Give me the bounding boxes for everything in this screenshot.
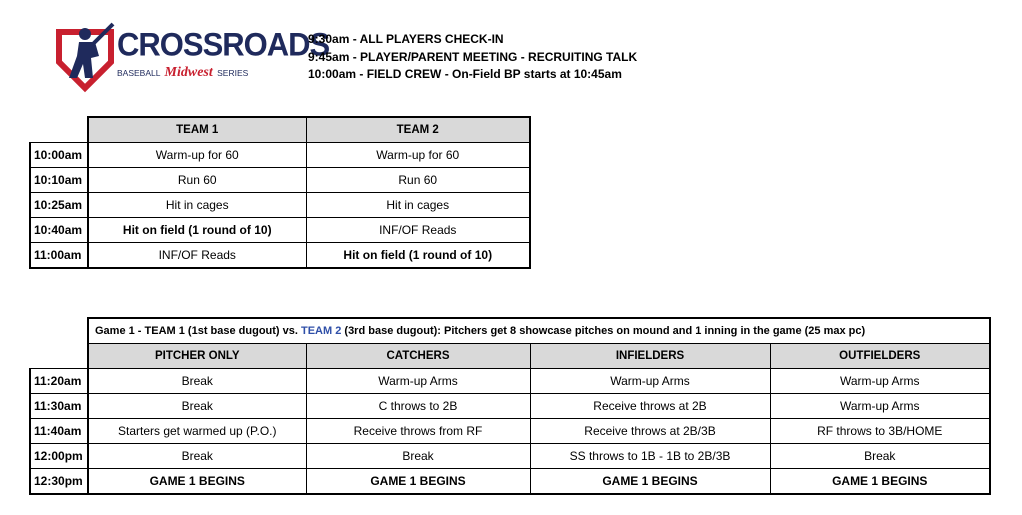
table-header-row <box>30 117 530 143</box>
blank-cell <box>30 318 88 344</box>
logo-subtitle <box>117 65 248 81</box>
table-row <box>30 419 990 444</box>
header-catchers: CATCHERS <box>306 344 530 369</box>
time-cell: 10:00am <box>30 143 88 168</box>
time-cell: 11:00am <box>30 243 88 269</box>
table-cell: Run 60 <box>306 168 530 193</box>
table-row <box>30 469 990 495</box>
table-cell: Run 60 <box>88 168 306 193</box>
home-plate-batter-icon <box>55 22 117 94</box>
table-cell: GAME 1 BEGINS <box>770 469 990 495</box>
time-cell: 11:20am <box>30 369 88 394</box>
position-schedule-table <box>29 317 991 495</box>
table-cell: Break <box>88 369 306 394</box>
table-cell: Warm-up Arms <box>770 394 990 419</box>
table-cell: Warm-up for 60 <box>306 143 530 168</box>
table-row <box>30 218 530 243</box>
table-cell: Receive throws at 2B <box>530 394 770 419</box>
table-row <box>30 168 530 193</box>
logo-sub-right: SERIES <box>217 68 249 78</box>
time-cell: 10:10am <box>30 168 88 193</box>
header-pitcher-only: PITCHER ONLY <box>88 344 306 369</box>
header-infielders: INFIELDERS <box>530 344 770 369</box>
header-team-2: TEAM 2 <box>306 117 530 143</box>
table-cell: Warm-up for 60 <box>88 143 306 168</box>
note-line: 10:00am - FIELD CREW - On-Field BP starts at 10:45am <box>308 67 622 81</box>
table-cell: Hit in cages <box>306 193 530 218</box>
time-cell: 11:30am <box>30 394 88 419</box>
blank-cell <box>30 117 88 143</box>
table-cell: Receive throws from RF <box>306 419 530 444</box>
table-cell: RF throws to 3B/HOME <box>770 419 990 444</box>
table-cell: Warm-up Arms <box>530 369 770 394</box>
time-cell: 12:00pm <box>30 444 88 469</box>
game-title-part-a: Game 1 - TEAM 1 (1st base dugout) vs. <box>95 325 301 337</box>
note-line: 9:30am - ALL PLAYERS CHECK-IN <box>308 32 504 46</box>
table-cell: GAME 1 BEGINS <box>306 469 530 495</box>
table-cell: Break <box>306 444 530 469</box>
table-cell: Hit on field (1 round of 10) <box>306 243 530 269</box>
game-title-team-2: TEAM 2 <box>301 325 342 337</box>
table-row <box>30 243 530 269</box>
game-title-part-b: (3rd base dugout): Pitchers get 8 showcase pitches on mound and 1 inning in the game (25 max pc) <box>341 325 866 337</box>
table-cell: C throws to 2B <box>306 394 530 419</box>
table-row <box>30 394 990 419</box>
table-cell: Break <box>88 394 306 419</box>
table-cell: Receive throws at 2B/3B <box>530 419 770 444</box>
logo-title: CROSSROADS <box>117 26 330 63</box>
table-row <box>30 444 990 469</box>
header-team-1: TEAM 1 <box>88 117 306 143</box>
time-cell: 10:25am <box>30 193 88 218</box>
blank-cell <box>30 344 88 369</box>
table-cell: Warm-up Arms <box>770 369 990 394</box>
table-cell: Warm-up Arms <box>306 369 530 394</box>
table-title-row <box>30 318 990 344</box>
table-cell: Break <box>770 444 990 469</box>
team-schedule-table <box>29 116 531 269</box>
table-cell: GAME 1 BEGINS <box>88 469 306 495</box>
time-cell: 11:40am <box>30 419 88 444</box>
table-row <box>30 193 530 218</box>
table-header-row <box>30 344 990 369</box>
table-cell: INF/OF Reads <box>306 218 530 243</box>
logo-sub-left: BASEBALL <box>117 68 161 78</box>
table-row <box>30 143 530 168</box>
table-cell: Break <box>88 444 306 469</box>
schedule-notes <box>308 31 637 84</box>
table-cell: Hit on field (1 round of 10) <box>88 218 306 243</box>
table-cell: Hit in cages <box>88 193 306 218</box>
time-cell: 12:30pm <box>30 469 88 495</box>
time-cell: 10:40am <box>30 218 88 243</box>
table-cell: Starters get warmed up (P.O.) <box>88 419 306 444</box>
table-row <box>30 369 990 394</box>
table-cell: SS throws to 1B - 1B to 2B/3B <box>530 444 770 469</box>
table-cell: GAME 1 BEGINS <box>530 469 770 495</box>
crossroads-logo <box>55 22 330 94</box>
table-cell: INF/OF Reads <box>88 243 306 269</box>
game-title <box>88 318 990 344</box>
header-outfielders: OUTFIELDERS <box>770 344 990 369</box>
logo-sub-mid: Midwest <box>164 65 213 80</box>
note-line: 9:45am - PLAYER/PARENT MEETING - RECRUITING TALK <box>308 49 638 64</box>
